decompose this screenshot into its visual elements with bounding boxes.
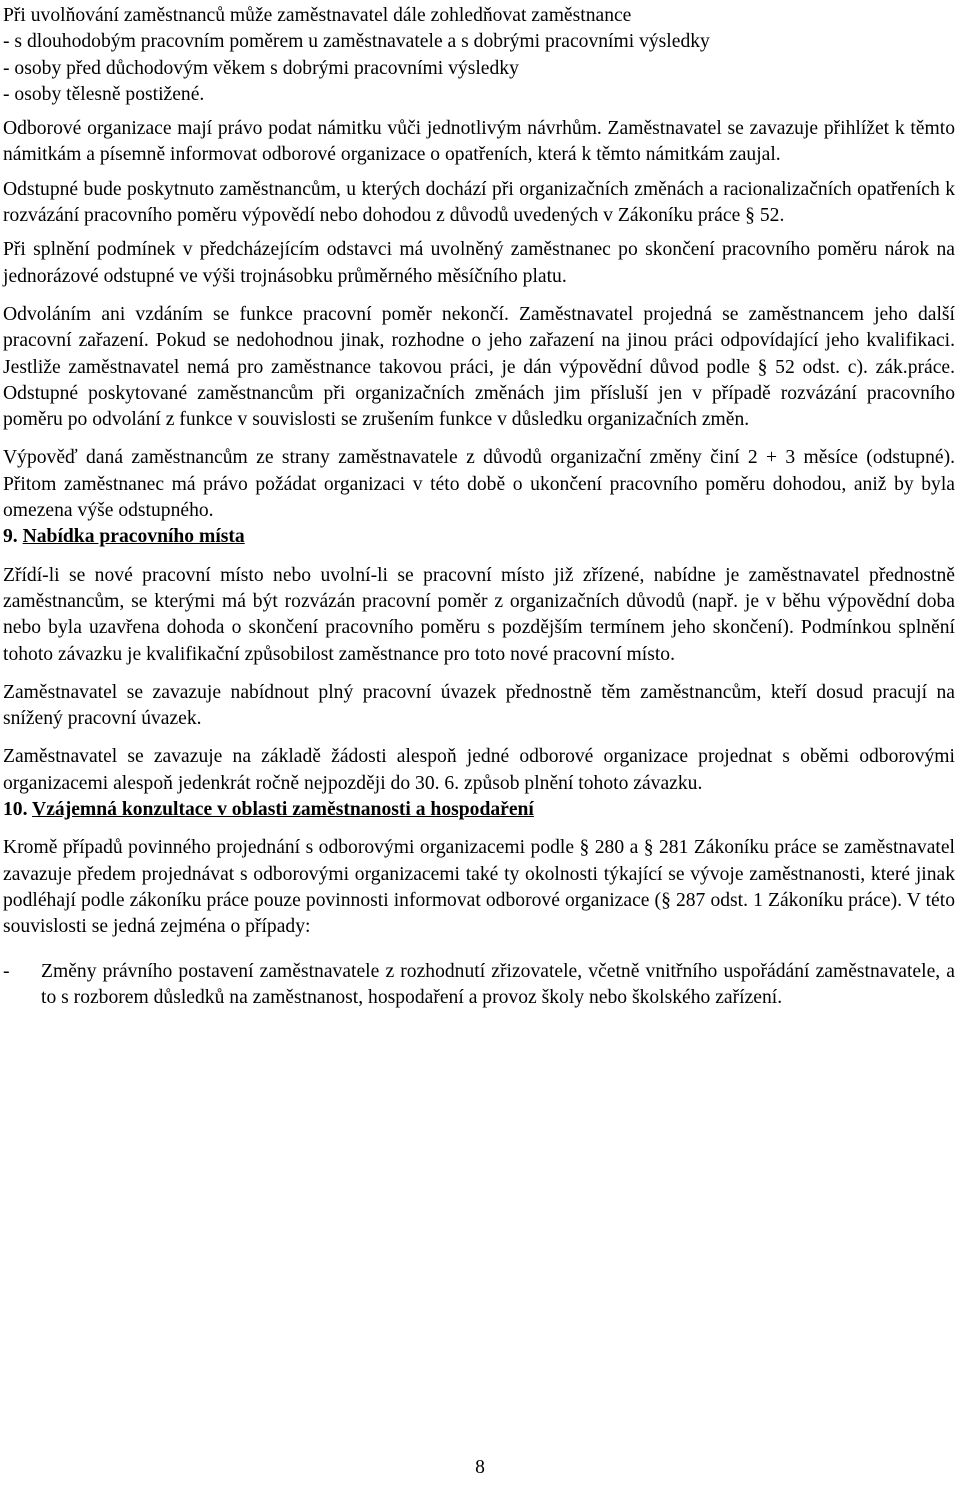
section-10-paragraph-1: Kromě případů povinného projednání s odborovými organizacemi podle § 280 a § 281 Zákoníku práce se zaměstnavatel zavazuje předem projednávat s odborovými organizacemi také ty okolnosti týkající se vývoje zaměstnanosti, které jinak podléhají podle zákoníku práce pouze povinnosti informovat odborové organizace (§ 287 odst. 1 Zákoníku práce). V této souvislosti se jedná zejména o případy: (3, 837, 955, 938)
section-10-title: Vzájemná konzultace v oblasti zaměstnanosti a hospodaření (32, 799, 534, 821)
section-9-paragraph-2: Zaměstnavatel se zavazuje nabídnout plný pracovní úvazek přednostně těm zaměstnancům, kteří dosud pracují na snížený pracovní úvazek. (3, 681, 955, 730)
section-10-heading (3, 797, 955, 823)
section-9-title: Nabídka pracovního místa (22, 526, 245, 548)
paragraph-objections: Odborové organizace mají právo podat námitku vůči jednotlivým návrhům. Zaměstnavatel se zavazuje přihlížet k těmto námitkám a písemně informovat odborové organizace o opatřeních, která k těmto námitkám zaujal. (3, 118, 955, 166)
paragraph-notice: Výpověď daná zaměstnancům ze strany zaměstnavatele z důvodů organizační změny činí 2 + 3 měsíce (odstupné). Přitom zaměstnanec má právo požádat organizaci v této době o ukončení pracovního poměru dohodou, aniž by byla omezena výše odstupného. (3, 447, 955, 522)
paragraph-severance-amount: Při splnění podmínek v předcházejícím odstavci má uvolněný zaměstnanec po skončení pracovního poměru nárok na jednorázové odstupné ve výši trojnásobku průměrného měsíčního platu. (3, 239, 955, 287)
bullet-text: Změny právního postavení zaměstnavatele z rozhodnutí zřizovatele, včetně vnitřního uspořádání zaměstnavatele, a to s rozborem důsledků na zaměstnanost, hospodaření a provoz školy nebo školského zařízení. (41, 960, 955, 1008)
section-10-bullet (3, 959, 955, 1012)
intro-item-2: - osoby před důchodovým věkem s dobrými pracovními výsledky (3, 57, 519, 79)
intro-item-3: - osoby tělesně postižené. (3, 83, 205, 105)
paragraph-severance: Odstupné bude poskytnuto zaměstnancům, u kterých dochází při organizačních změnách a racionalizačních opatřeních k rozvázání pracovního poměru výpovědí nebo dohodou z důvodů uvedených v Zákoníku práce § 52. (3, 178, 955, 227)
section-9-heading (3, 524, 955, 550)
section-10-number: 10. (3, 799, 28, 821)
page-number: 8 (475, 1457, 485, 1478)
intro-item-1: - s dlouhodobým pracovním poměrem u zaměstnavatele a s dobrými pracovními výsledky (3, 31, 710, 53)
paragraph-recall: Odvoláním ani vzdáním se funkce pracovní poměr nekončí. Zaměstnavatel projedná se zaměstnancem jeho další pracovní zařazení. Pokud se nedohodnou jinak, rozhodne o jeho zařazení na jinou práci odpovídající jeho kvalifikaci. Jestliže zaměstnavatel nemá pro zaměstnance takovou práci, je dán výpovědní důvod podle § 52 odst. c). zák.práce. Odstupné poskytované zaměstnancům při organizačních změnách jim přísluší jen v případě rozvázání pracovního poměru po odvolání z funkce v souvislosti se zrušením funkce v důsledku organizačních změn. (3, 303, 955, 431)
section-9-paragraph-1: Zřídí-li se nové pracovní místo nebo uvolní-li se pracovní místo již zřízené, nabídne je zaměstnavatel přednostně zaměstnancům, se kterými má být rozvázán pracovní poměr z organizačních důvodů (např. je v běhu výpovědní doba nebo byla uzavřena dohoda o skončení pracovního poměru s pozdějším termínem jeho skončení). Podmínkou splnění tohoto závazku je kvalifikační způsobilost zaměstnance pro toto nové pracovní místo. (3, 564, 955, 665)
bullet-dash: - (3, 960, 10, 982)
section-9-paragraph-3: Zaměstnavatel se zavazuje na základě žádosti alespoň jedné odborové organizace projednat s oběmi odborovými organizacemi alespoň jedenkrát ročně nejpozději do 30. 6. způsob plnění tohoto závazku. (3, 746, 955, 794)
intro-line: Při uvolňování zaměstnanců může zaměstnavatel dále zohledňovat zaměstnance (3, 5, 632, 26)
section-9-number: 9. (3, 526, 18, 548)
